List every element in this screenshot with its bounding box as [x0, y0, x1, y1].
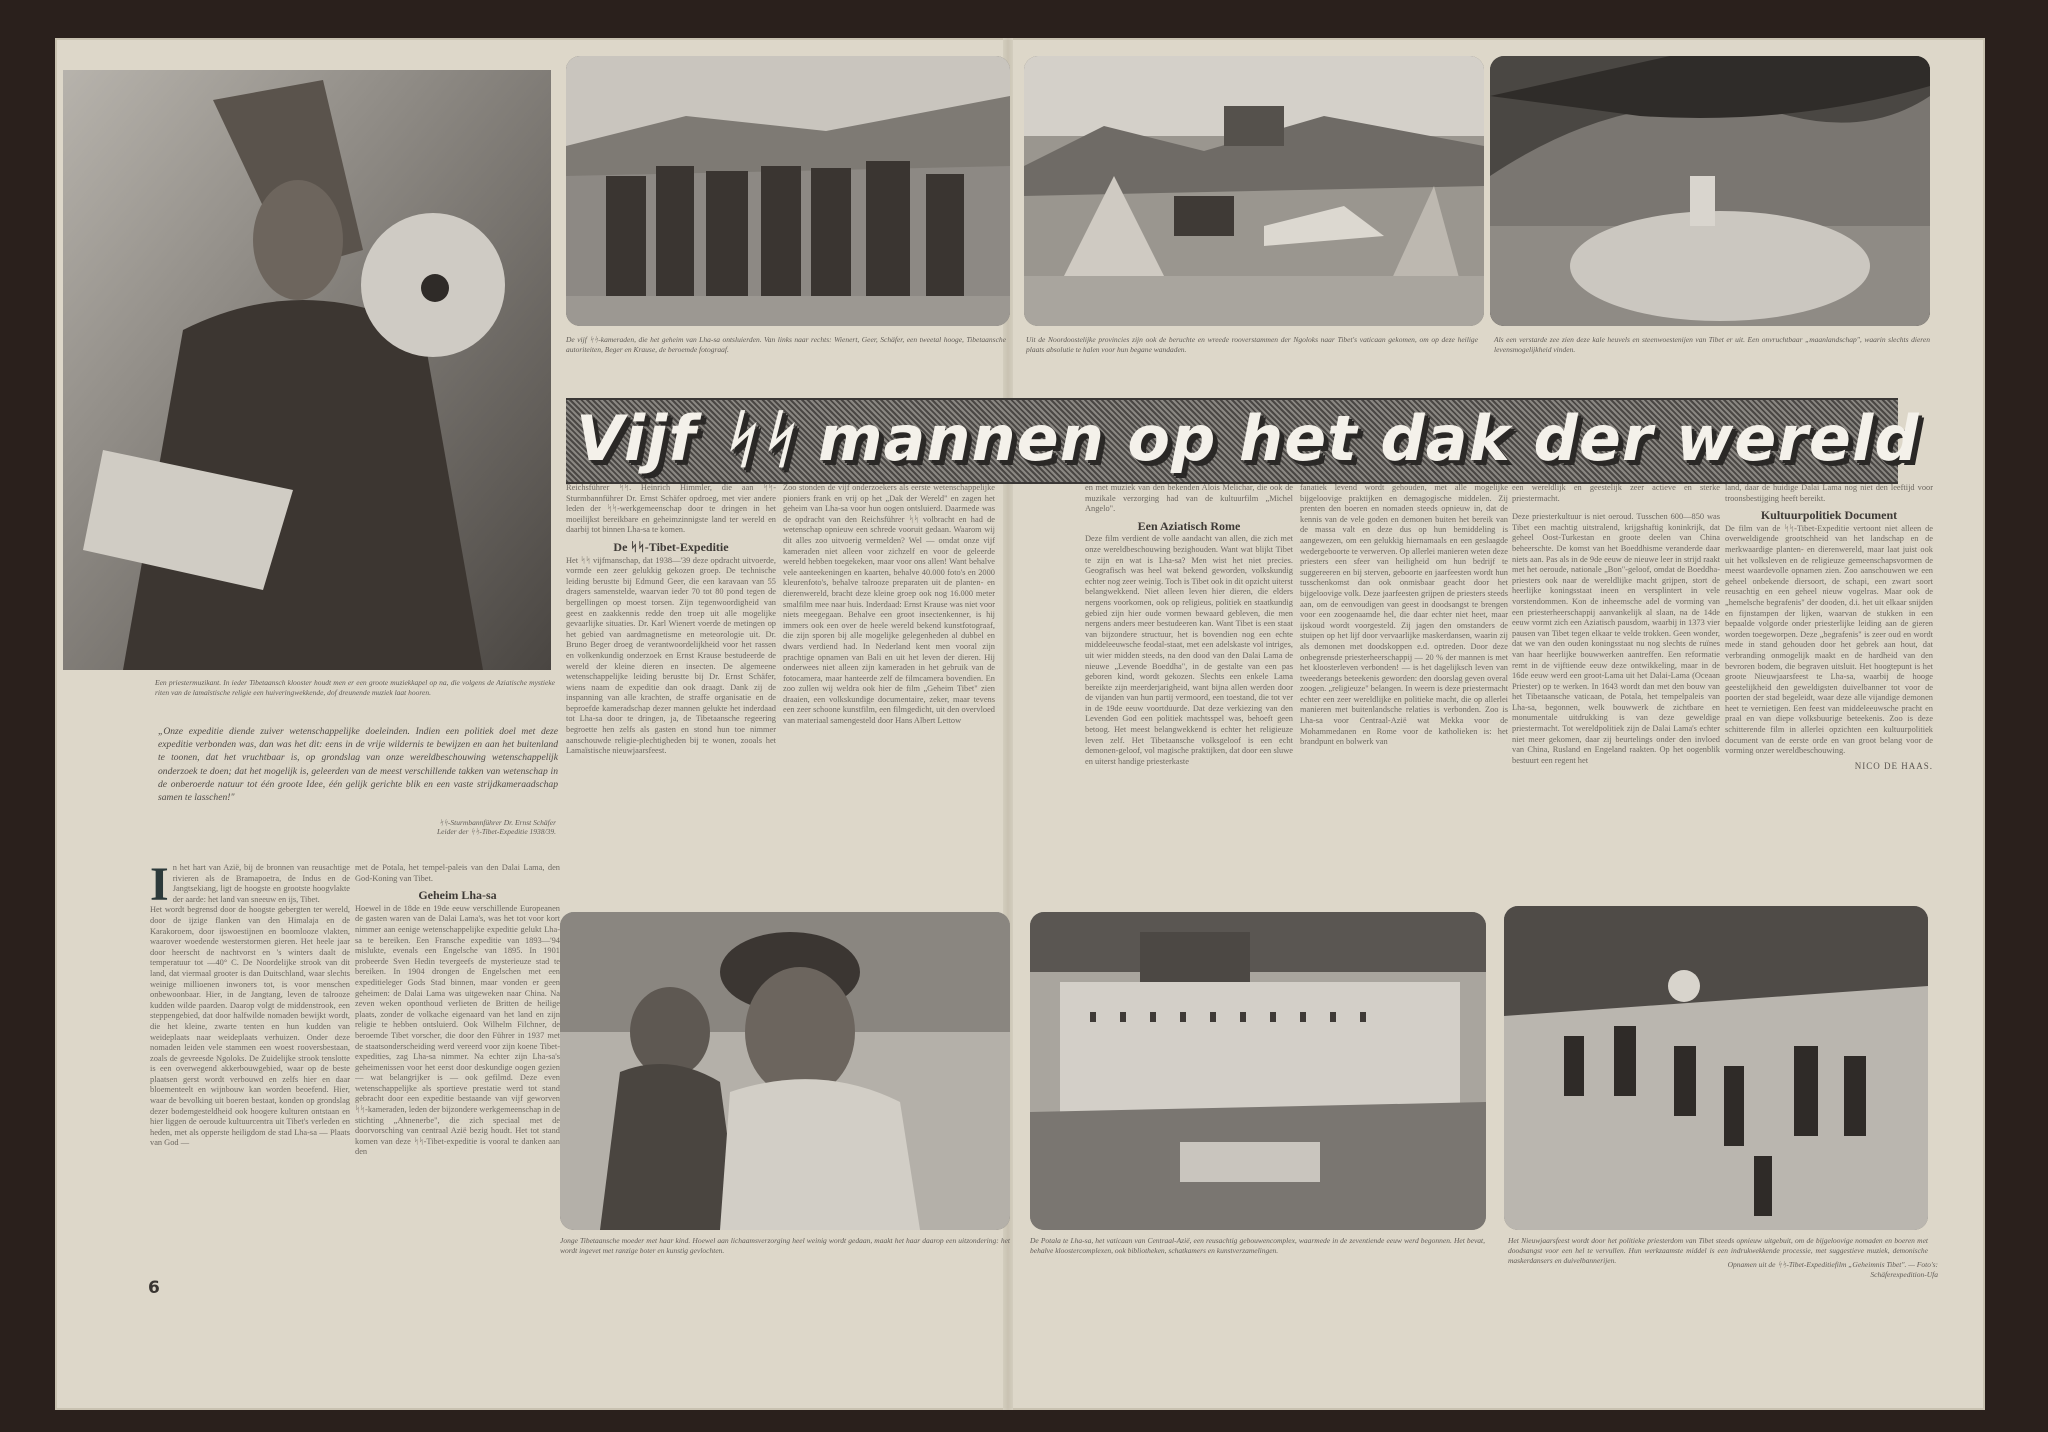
caption-new-year-procession: Het Nieuwjaarsfeest wordt door het politieke priesterdom van Tibet steeds opnieuw uitgebuit, om de bijgeloovige nomaden en boeren met doodsangst voor een hel te vervullen. Hun werkzaamste middel is een indrukwekkende processie, met suggestieve muziek, demonische maskerdansers en duivelbannerijen.: [1508, 1236, 1928, 1265]
column-4: Zoo stonden de vijf onderzoekers als eerste wetenschappelijke pioniers frank en vrij op het „Dak der Wereld" en zagen het geheim van Lha-sa voor hun oogen ontsluierd. Daarmede was de opdracht van den Reichsführer ᛋᛋ volbracht en had de wetenschap opnieuw een schrede vooruit gedaan. Waarom wij dit alles zoo uitvoerig vermelden? Wel — omdat onze vijf kameraden niet alleen voor zichzelf en voor de geleerde wereld hebben toegekeken, maar voor ons allen! Want behalve vele aanteekeningen en kaarten, behalve 40.000 foto's en 2000 kleurenfoto's, behalve talrooze preparaten uit de planten- en dierenwereld, bracht deze kleine groep ook nog 16.000 meter smalfilm mee naar huis. Inderdaad: Ernst Krause was niet voor niets meegegaan. Behalve een groot insectenkenner, is hij immers ook een over de heele wereld bekend kunstfotograaf, die zijn sporen bij alle mogelijke gelegenheden al dubbel en dwars verdiend had. In Nederland kent men vooral zijn prachtige opnamen van Bali en uit het leven der dieren. Hij onderwees niet alleen zijn kameraden in het gebruik van de fotocamera, maar hanteerde zelf de filmcamera bovendien. En zoo zullen wij weldra ook hier de film „Geheim Tibet" zien draaien, een volkskundige documentaire, zeker, maar tevens een zeer schoone kunstfilm, een filmgedicht, uit den overvloed van materiaal samengesteld door Hans Albert Lettow: [783, 483, 995, 726]
headline: Vijf ᛋᛋ mannen op het dak der wereld: [576, 402, 1920, 475]
nomad-camp-image: [1024, 56, 1484, 326]
drop-cap: I: [150, 863, 169, 911]
photo-stone-desert: [1490, 56, 1930, 326]
potala-image: [1030, 912, 1486, 1230]
mother-child-image: [560, 912, 1010, 1230]
column-2: met de Potala, het tempel-paleis van den Dalai Lama, den God-Koning van Tibet. Geheim Lha-sa Hoewel in de 18de en 19de eeuw verschillende Europeanen de gasten waren van de Dalai Lama's, was het tot voor kort nimmer aan eenige wetenschappelijke expeditie gelukt Lha-sa te bereiken. Een Fransche expeditie van 1893—'94 mislukte, evenals een Engelsche van 1895. In 1901 probeerde Sven Hedin tevergeefs de mysterieuze stad te bereiken. In 1904 drongen de Engelschen met een expeditieleger Gods Stad binnen, maar vonden er geen geheimen: de Dalai Lama was uitgeweken naar China. Na zeven weken oponthoud verlieten de Britten de heilige plaats, zonder de volkache eigenaard van het land en zijn religie te hebben ontsluierd. Ook Wilhelm Filchner, de beroemde Tibet vorscher, die door den Führer in 1937 met de staatsonderscheiding werd vereerd voor zijn koene Tibet-expedities, zag Lha-sa nimmer. Na echter zijn Lha-sa's geheimenissen voor het eerst door deskundige oogen gezien — wat belangrijker is — ook gefilmd. Deze even wetenschappelijke als sportieve prestatie werd tot stand gebracht door een expeditie bestaande van vijf geworven ᛋᛋ-kameraden, leden der bijzondere werkgemeenschap in de stichting „Ahnenerbe", die zich speciaal met de doorvorsching van centraal Azië bezig houdt. Het tot stand komen van deze ᛋᛋ-Tibet-expeditie is vooral te danken aan den: [355, 863, 560, 1157]
new-year-procession-image: [1504, 906, 1928, 1230]
quote-attribution: ᛋᛋ-Sturmbannführer Dr. Ernst Schäfer Leider der ᛋᛋ-Tibet-Expeditie 1938/39.: [437, 818, 556, 836]
headline-banner: [566, 398, 1920, 484]
stone-desert-image: [1490, 56, 1930, 326]
caption-stone-desert: Als een verstarde zee zien deze kale heuvels en steenwoestenijen van Tibet er uit. Een onvruchtbaar „maanlandschap", waarin slechts dieren levensmogelijkheid vinden.: [1494, 335, 1930, 354]
author-byline: NICO DE HAAS.: [1854, 760, 1933, 771]
subheading-geheim-lhasa: Geheim Lha-sa: [418, 888, 497, 903]
column-8: land, daar de huidige Dalai Lama nog niet den leeftijd voor troonsbestijging heeft bereikt. Kultuurpolitiek Document De film van de ᛋᛋ-Tibet-Expeditie vertoont niet alleen de overweldigende grootschheid van het landschap en de merkwaardige planten- en dierenwereld, maar laat juist ook uit het volksleven en de religieuze gemeenschapsvormen de meest waardevolle opnamen zien. Zoo aanschouwen we een geheel onbekende diersoort, de schapi, een zwart soort reusachtig en een geheel nieuw vogelras. Maar ook de „hemelsche begrafenis" der dooden, d.i. het uit elkaar snijden en fijnstampen der lijken, waarvan de stukken in een bepaalde volgorde onder priesterlijke leiding aan de gieren worden toegeworpen. Deze „begrafenis" is zeer oud en wordt mede in stand gehouden door het gebrek aan hout, dat verbranding onmogelijk maakt en de hardheid van den bevroren bodem, die begraven uitsluit. Het hoogtepunt is het groote Nieuwjaarsfeest te Lha-sa, waarbij de hooge geestelijkheid den geweldigsten duivelbanner tot voor de poorten der stad begeleidt, waar deze alle vijandige demonen heet te vernietigen. Een feest van middeleeuwsche pracht en praal en van diepe volksbuurige beteekenis. Zoo is deze schitterende film in allerlei opzichten een kultuurpolitiek document van de eerste orde en van groot belang voor de vorming onzer wereldbeschouwing. NICO DE HAAS.: [1725, 483, 1933, 771]
caption-nomad-camp: Uit de Noordoostelijke provincies zijn ook de beruchte en wreede rooverstammen der Ngoloks naar Tibet's vaticaan gekomen, om op deze heilige plaats absolutie te halen voor hun begane wandaden.: [1026, 335, 1478, 354]
caption-priest-musician: Een priestermuzikant. In ieder Tibetaansch klooster houdt men er een groote muziekkapel op na, die volgens de Aziatische mystieke riten van de lamaïstische religie een huiveringwekkende, dof dreunende muziek laat hooren.: [155, 678, 555, 697]
column-3: Reichsführer ᛋᛋ. Heinrich Himmler, die aan ᛋᛋ-Sturmbannführer Dr. Ernst Schäfer opdroeg, met vier andere leden der ᛋᛋ-werkgemeenschap door te dringen in het moeilijkst bereikbare en geheimzinnigste land ter wereld en daarbij tot binnen Lha-sa te komen. De ᛋᛋ-Tibet-Expeditie Het ᛋᛋ vijfmanschap, dat 1938—'39 deze opdracht uitvoerde, vormde een zeer gelukkig gekozen groep. De technische leiding berustte bij Edmund Geer, die een karavaan van 55 dragers samenstelde, waarvan ieder 70 tot 80 pond tegen de bergellingen op moest torsen. Zijn tegenwoordigheid van geest en zaakkennis redde den troep uit alle mogelijke gevaarlijke situaties. Dr. Karl Wienert voerde de metingen op het gebied van aardmagnetisme en meteorologie uit. Dr. Bruno Beger droeg de verantwoordelijkheid voor het rassen en volkenkundig onderzoek en Ernst Krause bestudeerde de wereld der kleine dieren en insecten. De algemeene wetenschappelijke leiding berustte bij Dr. Ernst Schäfer, wiens naam de expeditie dan ook draagt. Dank zij de inspanning van alle krachten, de straffe organisatie en de beproefde kameradschap dezer mannen gelukte het inderdaad tot Lha-sa door te dringen, ja, de Tibetaansche regeering begroette hen zelfs als gasten en stond hun toe nimmer aanschouwde religie-plechtigheden bij te wonen, zooals het Lamaïstische nieuwjaarsfeest.: [566, 483, 776, 756]
column-7: een wereldlijk en geestelijk zeer actieve en sterke priestermacht. Deze priesterkultuur is niet oeroud. Tusschen 600—850 was Tibet een machtig uitstralend, krijgshaftig koninkrijk, dat geheel Oost-Turkestan en groote deelen van China beheerschte. De komst van het Boeddhisme veranderde daar niets aan. Pas als in de 9de eeuw de nieuwe leer in strijd raakt met het oeroude, nationale „Bon"-geloof, omdat de Boeddha-priesters ook naar de wereldlijke macht grijpen, stort de heerlijke koningsstaat ineen en versplintert in vele vorstendommen. Kon de inheemsche adel de vorming van een priesterheerschappij aanvankelijk al slaan, na de 14de eeuw vormt zich een Aziatisch pausdom, waarbij in 1373 vier pausen van Tibet tegen elkaar te velde trokken. Geen wonder, dat we van den ouden koningsstaat nu nog slechts de ruïnes van haar heerlijke bouwwerken aantreffen. Een reformatie remt in de vijftiende eeuw deze ontwikkeling, maar in de 16de eeuw werd een groot-Lama uit het Dalai-Lama (Oceaan Priester) op te werken. In 1643 wordt dan met den bouw van het Tibetaansche vaticaan, de Potala, het tempelpaleis van Lha-sa, begonnen, welk bouwwerk de zichtbare en monumentale uitdrukking is van deze geweldige priestermacht. Tot wereldpolitiek zijn de Dalai Lama's echter niet meer gekomen, daar zij beurtelings onder den invloed van China, Rusland en Engeland raakten. Op het oogenblik bestuurt een regent het: [1512, 483, 1720, 765]
expedition-quote: „Onze expeditie diende zuiver wetenschappelijke doeleinden. Indien een politiek doel met deze expeditie verbonden was, dan was het dit: eens in de vrije wildernis te bewijzen en aan het buitenland te toonen, dat het vruchtbaar is, op grondslag van onze wereldbeschouwing wetenschappelijk onderzoek te doen; dat het mogelijk is, geleerden van de meest verschillende takken van wetenschap in de onberoerde natuur tot één groote Idee, één gelijk gerichte blik en een vaste strijdkameraadschap samen te lasschen!": [158, 726, 558, 804]
column-5: en met muziek van den bekenden Alois Melichar, die ook de muzikale verzorging had van de kultuurfilm „Michel Angelo". Een Aziatisch Rome Deze film verdient de volle aandacht van allen, die zich met onze wereldbeschouwing bezighouden. Want wat blijkt Tibet te zijn en wat is Lha-sa? Men wist het niet precies. Geografisch was heel wat bekend geworden, volkskundig echter nog zeer weinig. Toch is Tibet ook in dit opzicht uiterst belangwekkend. Niet alleen leven hier dieren, die elders nergens voorkomen, ook op religieus, politiek en staatkundig gebied zijn hier oude vormen bewaard gebleven, die men nergens anders meer bestudeeren kan. Want Tibet is een staat van bijzondere structuur, het is bovendien nog een echte middeleeuwsche feodal-staat, met een adelskaste vol intriges, uit wier midden steeds, na den dood van den Dalai Lama de nieuwe „Levende Boeddha", in de gestalte van een pas geboren kind, wordt gekozen. Slechts een enkele Lama bereikte zijn meerderjarigheid, want bijna allen werden door de vijanden van hun partij vermoord, een toestand, die tot ver in de 19de eeuw voortduurde. Dat deze verkiezing van den Levenden God een politiek machtsspel was, behoeft geen betoog. Het meest belangwekkend is echter het religieuze leven zelf. Het Tibetaansche volksgeloof is een echt demonen-geloof, vol magische praktijken, dat door een sluwe en uiterst handige priesterkaste: [1085, 483, 1293, 766]
page-number: 6: [148, 1278, 160, 1298]
priest-musician-image: [63, 70, 551, 670]
column-6: fanatiek levend wordt gehouden, met alle mogelijke bijgeloovige praktijken en demagogische middelen. Zij prenten den boeren en nomaden steeds opnieuw in, dat de kennis van de vele goden en demonen buiten het bereik van de massa valt en deze dus op hun bemiddeling is aangewezen, om een gelukkig hiernamaals en een geslaagde wedergeboorte te verwerven. Op allerlei manieren weten deze priesters een sfeer van heiligheid om hun bedrijf te suggereeren en bij sterven, geboorte en jaarfeesten wordt hun tusschenkomst dan ook onmisbaar geacht door het bijgeloovige volk. Deze jaarfeesten grijpen de priesters steeds aan, om de eenvoudigen van geest in doodsangst te brengen voor een zoogenaamde hel, die daar echter niet heet, maar ijskoud wordt voorgesteld. Zij jagen den omstanders de stuipen op het lijf door vervaarlijke maskerdansen, waarin zij als demonen met doodskoppen e.d. optreden. Door deze onbegrensde priesterheerschappij — 20 % der mannen is met het kloosterleven verbonden! — is het dagelijksch leven van tweederangs beteekenis geworden: den doorslag geven overal zoogen. „religieuze" belangen. In weern is deze priestermacht echter een zeer wereldlijke en politieke macht, die op allerlei manieren met buitenlandsche relaties is verbonden. Zoo is Lha-sa voor Centraal-Azië wat Mekka voor de Mohammedanen en Rome voor de katholieken is: het brandpunt en bolwerk van: [1300, 483, 1508, 747]
photo-potala: [1030, 912, 1486, 1230]
subheading-kultuurpolitiek: Kultuurpolitiek Document: [1760, 508, 1898, 523]
photo-mother-child: [560, 912, 1010, 1230]
photo-credit: Opnamen uit de ᛋᛋ-Tibet-Expeditiefilm „Geheimnis Tibet". — Foto's: Schäferexpedition-Ufa: [1727, 1260, 1938, 1279]
expedition-group-image: [566, 56, 1010, 326]
photo-nomad-camp: [1024, 56, 1484, 326]
photo-new-year-procession: [1504, 906, 1928, 1230]
column-1: I n het hart van Azië, bij de bronnen van reusachtige rivieren als de Bramapoetra, de Indus en de Jangtsekiang, ligt de hoogste en grootste hoogvlakte der aarde: het land van sneeuw en ijs, Tibet. Het wordt begrensd door de hoogste gebergten ter wereld, door de ijzige flanken van den Himalaja en de Karakoroem, door ijswoestijnen en boomlooze vlakten, waarover woedende westerstormen gieren. Het heele jaar door heerscht de nachtvorst en 's winters daalt de temperatuur tot —40° C. De Noordelijke strook van dit land, dat viermaal grooter is dan Duitschland, waar slechts weinige millioenen inwoners tot, is voor menschen onbewoonbaar. Hier, in de Jangtang, leven de talrooze kudden wilde paarden. Daarop volgt de middenstrook, een steppengebied, dat door halfwilde nomaden bewijkt wordt, die het kleine, zwarte tenten en hun kudden van weideplaats naar weideplaats verhuizen. Onder deze nomaden leiden vele stammen een woest rooversbestaan, zoals de gevreesde Ngoloks. De Zuidelijke strook tenslotte is een overwegend akkerbouwgebied, waar op de beste plaatsen gerst wordt verbouwd en zelfs hier en daar bloementeelt en wijnbouw kan worden beoefend. Hier, waar de bevolking uit boeren bestaat, konden op grondslag dezer bodemgesteldheid ook hoogere kulturen ontstaan en hier liggen de oeroude kultuurcentra uit Tibet's verleden en heden, met als opperste heiligdom de stad Lha-sa — Plaats van God —: [150, 863, 350, 1148]
caption-expedition-group: De vijf ᛋᛋ-kameraden, die het geheim van Lha-sa ontsluierden. Van links naar rechts: Wienert, Geer, Schäfer, een tweetal hooge, Tibetaansche autoriteiten, Beger en Krause, de beroemde fotograaf.: [566, 335, 1006, 354]
photo-priest-musician: [63, 70, 551, 670]
caption-potala: De Potala te Lha-sa, het vaticaan van Centraal-Azië, een reusachtig gebouwencomplex, waarmede in de zeventiende eeuw werd begonnen. Het bevat, behalve kloostercomplexen, ook bibliotheken, schatkamers en kunstverzamelingen.: [1030, 1236, 1485, 1255]
caption-mother-child: Jonge Tibetaansche moeder met haar kind. Hoewel aan lichaamsverzorging heel weinig wordt gedaan, maakt het haar daarop een uitzondering: het wordt ingevet met ranzige boter en kunstig gevlochten.: [560, 1236, 1010, 1255]
subheading-aziatisch-rome: Een Aziatisch Rome: [1137, 518, 1241, 533]
subheading-tibet-expeditie: De ᛋᛋ-Tibet-Expeditie: [613, 539, 729, 554]
photo-expedition-group: [566, 56, 1010, 326]
